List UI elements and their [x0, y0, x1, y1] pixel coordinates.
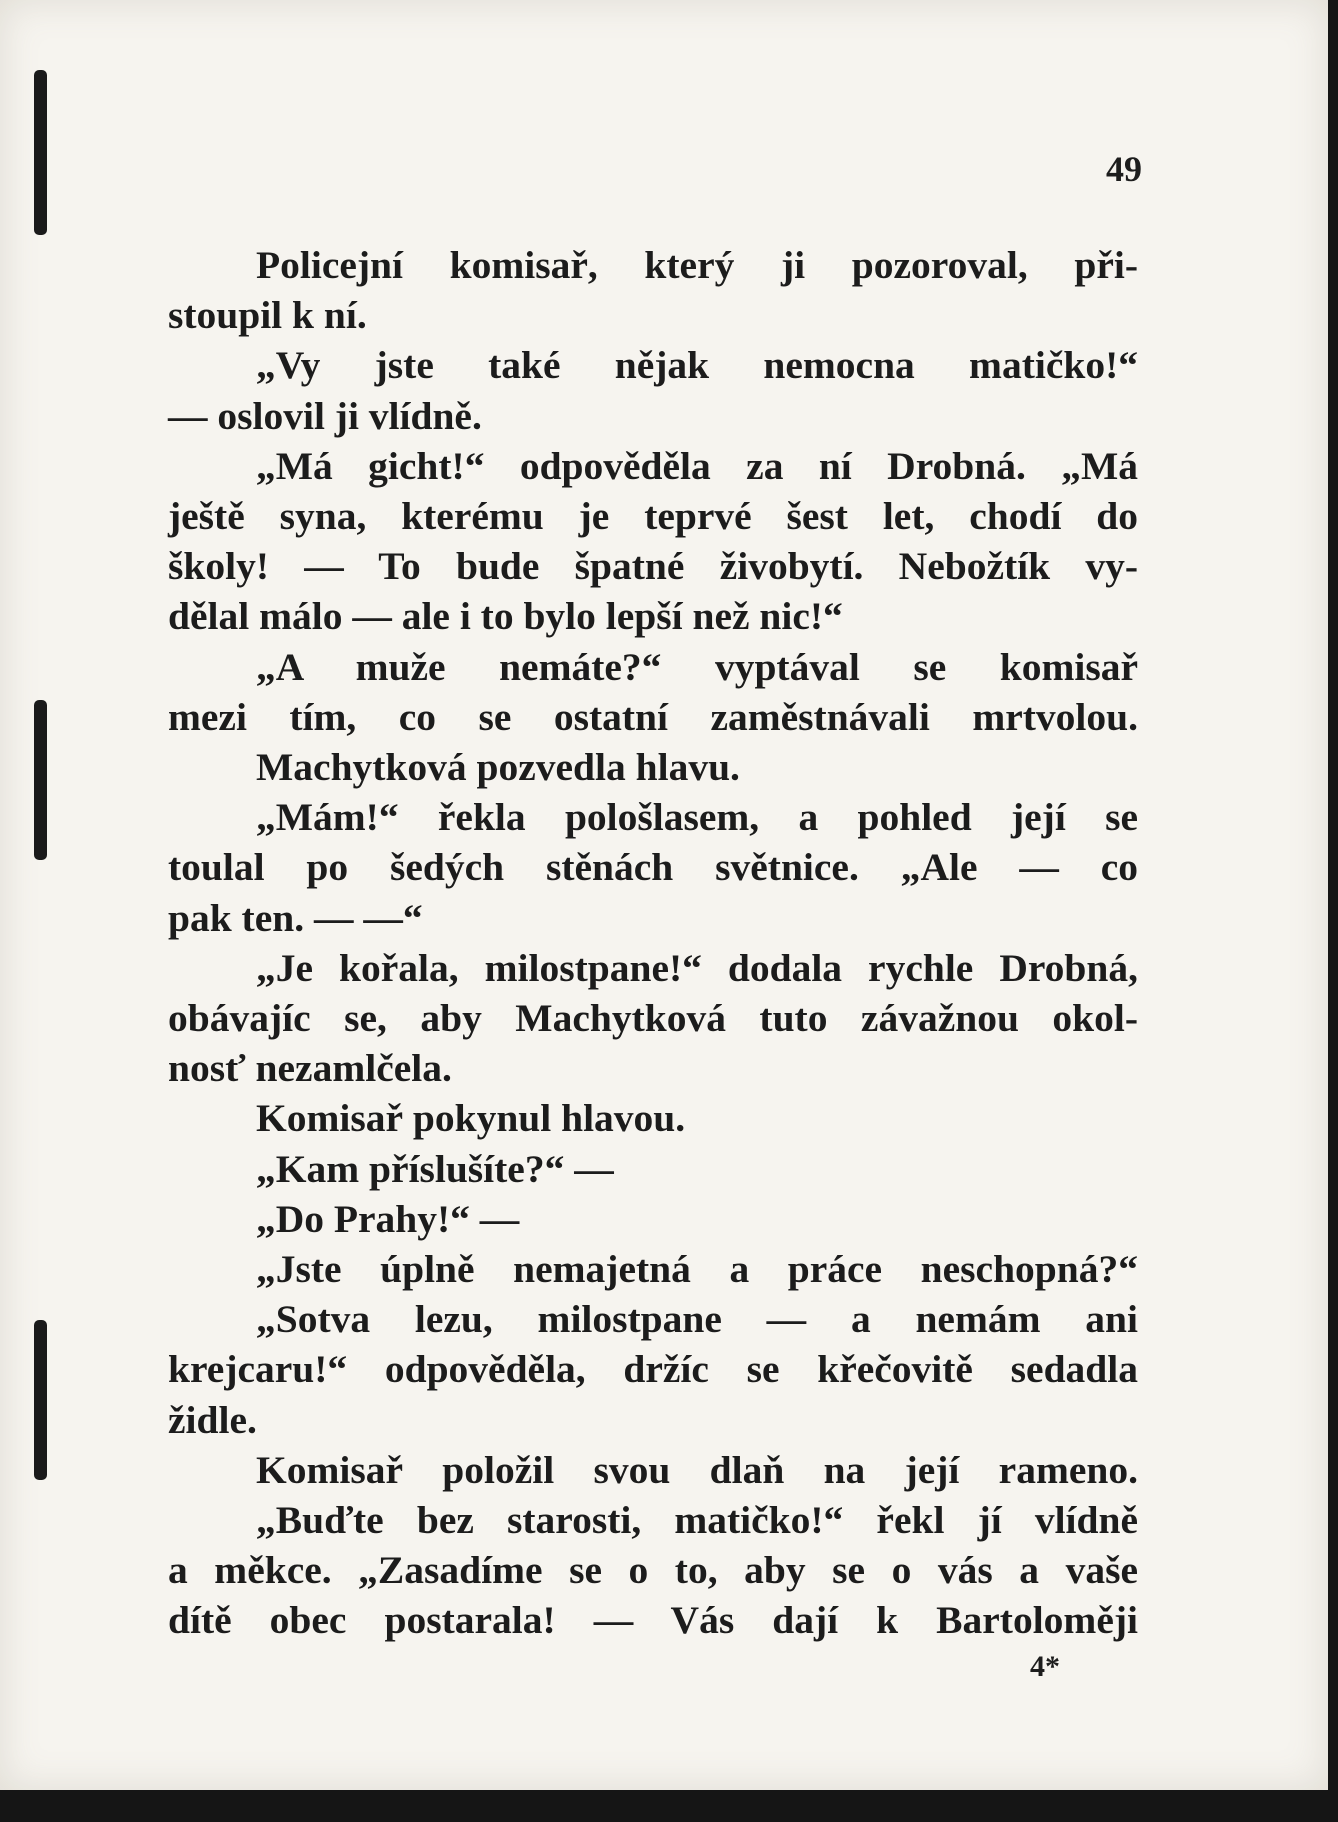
text-line: — oslovil ji vlídně. [168, 393, 482, 438]
text-line: obávajíc se, aby Machytková tuto závažnou okol- [168, 996, 1138, 1041]
text-line: „Buďte bez starosti, matičko!“ řekl jí vlídně [256, 1498, 1138, 1543]
text-line: školy! — To bude špatné živobytí. Nebožtík vy- [168, 544, 1138, 589]
text-line: „Je kořala, milostpane!“ dodala rychle Drobná, [256, 945, 1138, 990]
text-line: stoupil k ní. [168, 293, 367, 338]
text-line: „Sotva lezu, milostpane — a nemám ani [256, 1297, 1138, 1342]
binding-mark-middle [34, 700, 47, 860]
text-line: „Má gicht!“ odpověděla za ní Drobná. „Má [256, 443, 1138, 488]
text-line: Machytková pozvedla hlavu. [256, 745, 740, 790]
binding-mark-bottom [34, 1320, 47, 1480]
text-line: a měkce. „Zasadíme se o to, aby se o vás a vaše [168, 1548, 1138, 1593]
printer-signature: 4* [1030, 1650, 1060, 1683]
text-line: „Mám!“ řekla pološlasem, a pohled její se [256, 795, 1138, 840]
binding-mark-top [34, 70, 47, 235]
text-line: Komisař položil svou dlaň na její rameno. [256, 1447, 1138, 1492]
body-text [168, 240, 1138, 1646]
text-line: dělal málo — ale i to bylo lepší než nic!“ [168, 594, 843, 639]
text-line: „Jste úplně nemajetná a práce neschopná?“ [256, 1247, 1138, 1292]
text-line: Komisař pokynul hlavou. [256, 1096, 686, 1141]
text-line: ještě syna, kterému je teprvé šest let, chodí do [168, 494, 1138, 539]
text-line: „Do Prahy!“ — [256, 1196, 520, 1241]
text-line: dítě obec postarala! — Vás dají k Bartoloměji [168, 1598, 1138, 1643]
text-line: „A muže nemáte?“ vyptával se komisař [256, 644, 1138, 689]
text-line: mezi tím, co se ostatní zaměstnávali mrtvolou. [168, 694, 1138, 739]
text-line: pak ten. — —“ [168, 895, 423, 940]
text-line: Policejní komisař, který ji pozoroval, při- [256, 243, 1138, 287]
text-line: židle. [168, 1397, 257, 1442]
page-number: 49 [1106, 149, 1142, 189]
text-line: nosť nezamlčela. [168, 1046, 452, 1091]
text-line: toulal po šedých stěnách světnice. „Ale — co [168, 845, 1138, 890]
text-line: „Kam příslušíte?“ — [256, 1146, 614, 1191]
text-line: krejcaru!“ odpověděla, držíc se křečovitě sedadla [168, 1347, 1138, 1392]
text-line: „Vy jste také nějak nemocna matičko!“ [256, 343, 1138, 388]
